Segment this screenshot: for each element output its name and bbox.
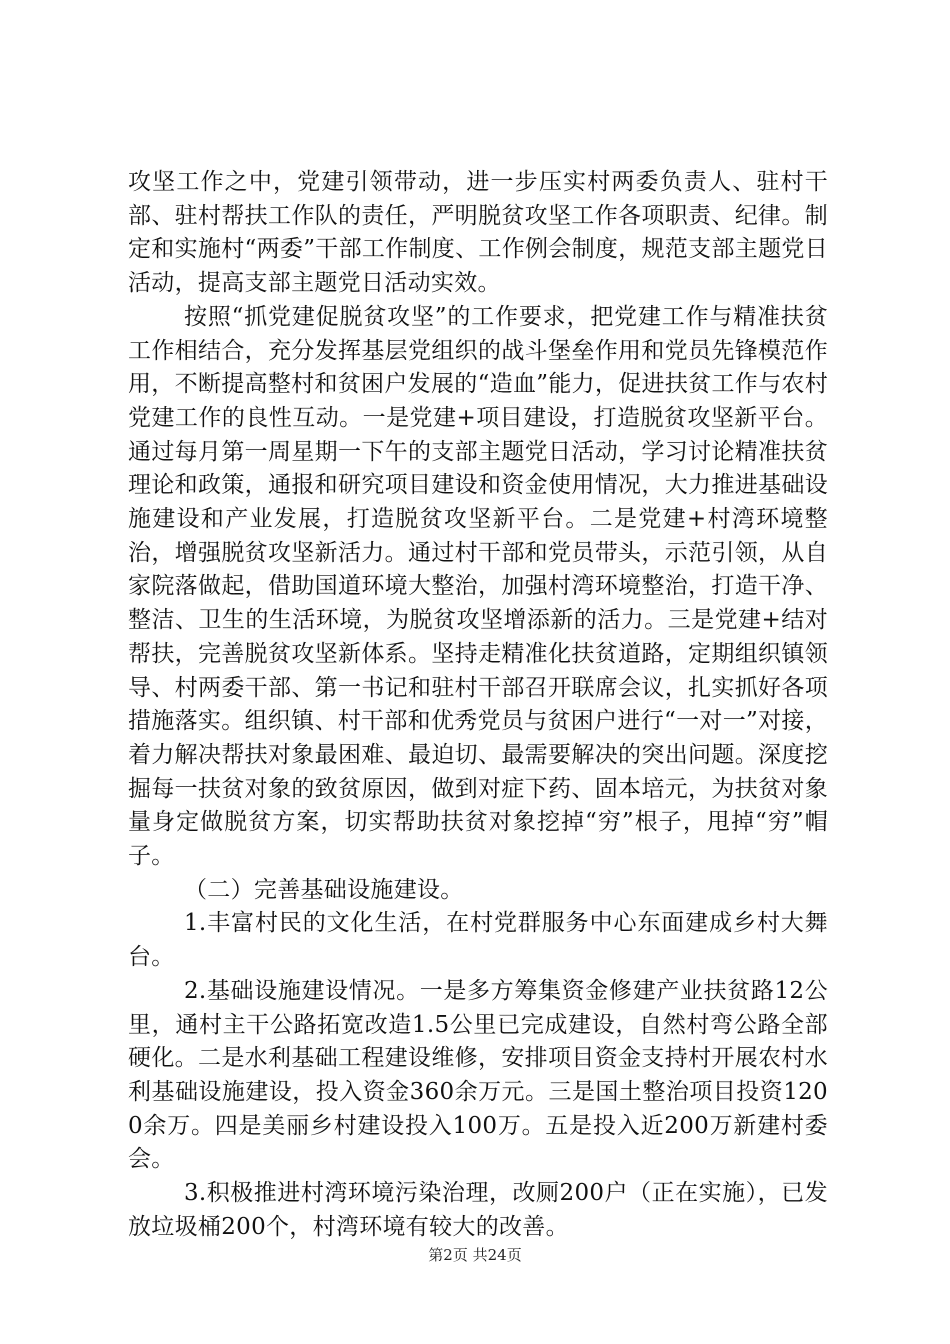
paragraph-continuation: 攻坚工作之中，党建引领带动，进一步压实村两委负责人、驻村干部、驻村帮扶工作队的责任，严明脱贫攻坚工作各项职责、纪律。制定和实施村“两委”干部工作制度、工作例会制度，规范支部主题党日活动，提高支部主题党日活动实效。 <box>128 169 828 297</box>
list-item-1: 1.丰富村民的文化生活，在村党群服务中心东面建成乡村大舞台。 <box>128 910 828 971</box>
page-number-footer: 第2页 共24页 <box>428 1246 522 1264</box>
list-item-2: 2.基础设施建设情况。一是多方筹集资金修建产业扶贫路12公里，通村主干公路拓宽改造1.5公里已完成建设，自然村弯公路全部硬化。二是水利基础工程建设维修，安排项目资金支持村开展农村水利基础设施建设，投入资金360余万元。三是国土整治项目投资1200余万。四是美丽乡村建设投入100万。五是投入近200万新建村委会。 <box>128 977 828 1173</box>
section-heading-infrastructure: （二）完善基础设施建设。 <box>184 876 464 903</box>
paragraph-party-building: 按照“抓党建促脱贫攻坚”的工作要求，把党建工作与精准扶贫工作相结合，充分发挥基层党组织的战斗堡垒作用和党员先锋模范作用，不断提高整村和贫困户发展的“造血”能力，促进扶贫工作与农村党建工作的良性互动。一是党建+项目建设，打造脱贫攻坚新平台。通过每月第一周星期一下午的支部主题党日活动，学习讨论精准扶贫理论和政策，通报和研究项目建设和资金使用情况，大力推进基础设施建设和产业发展，打造脱贫攻坚新平台。二是党建+村湾环境整治，增强脱贫攻坚新活力。通过村干部和党员带头，示范引领，从自家院落做起，借助国道环境大整治，加强村湾环境整治，打造干净、整洁、卫生的生活环境，为脱贫攻坚增添新的活力。三是党建+结对帮扶，完善脱贫攻坚新体系。坚持走精准化扶贫道路，定期组织镇领导、村两委干部、第一书记和驻村干部召开联席会议，扎实抓好各项措施落实。组织镇、村干部和优秀党员与贫困户进行“一对一”对接，着力解决帮扶对象最困难、最迫切、最需要解决的突出问题。深度挖掘每一扶贫对象的致贫原因，做到对症下药、固本培元，为扶贫对象量身定做脱贫方案，切实帮助扶贫对象挖掉“穷”根子，甩掉“穷”帽子。 <box>128 303 828 870</box>
list-item-3: 3.积极推进村湾环境污染治理，改厕200户（正在实施），已发放垃圾桶200个，村湾环境有较大的改善。 <box>128 1180 828 1240</box>
document-body <box>128 166 828 1245</box>
